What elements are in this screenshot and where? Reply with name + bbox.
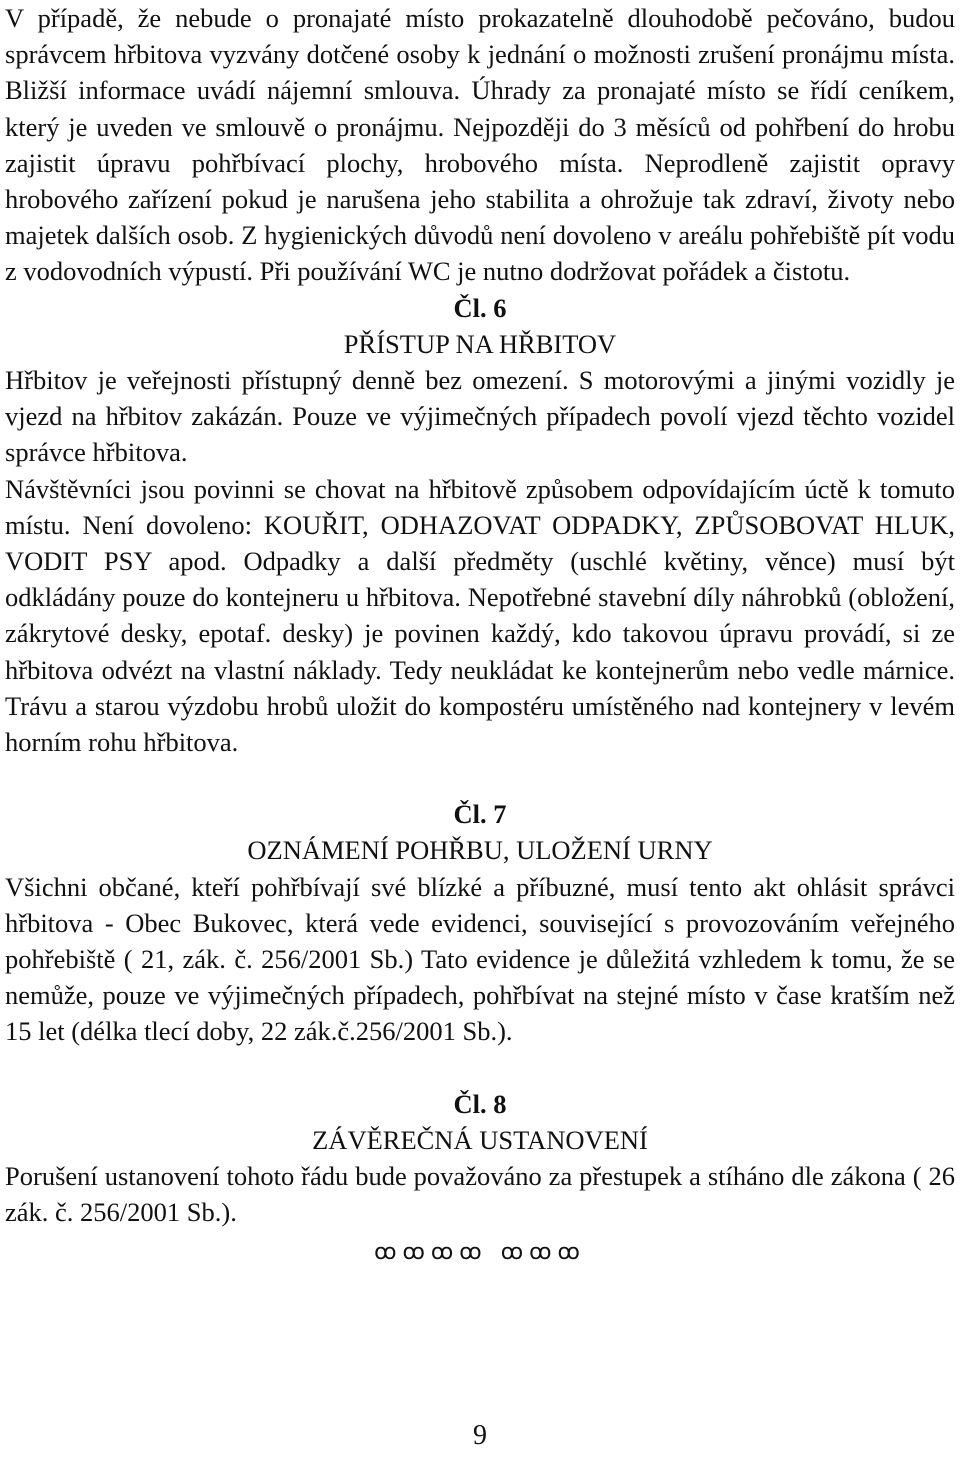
article-6-title: PŘÍSTUP NA HŘBITOV <box>343 328 617 359</box>
article-8-title: ZÁVĚREČNÁ USTANOVENÍ <box>312 1124 648 1155</box>
paragraph-rental-care: V případě, že nebude o pronajaté místo prokazatelně dlouhodobě pečováno, budou správcem hřbitova vyzvány dotčené osoby k jednání o možnosti zrušení pronájmu místa. Bližší informace uvádí nájemní smlouva. Úhrady za pronajaté místo se řídí ceníkem, který je uveden ve smlouvě o pronájmu. Nejpozději do 3 měsíců od pohřbení do hrobu zajistit úpravu pohřbívací plochy, hrobového místa. Neprodleně zajistit opravy hrobového zařízení pokud je narušena jeho stabilita a ohrožuje tak zdraví, životy nebo majetek dalších osob. Z hygienických důvodů není dovoleno v areálu pohřebiště pít vodu z vodovodních výpustí. Při používání WC je nutno dodržovat pořádek a čistotu. <box>5 3 955 287</box>
ornament-divider: ꝏꝏꝏꝏ ꝏꝏꝏ <box>374 1239 586 1265</box>
article-6-paragraph-behaviour: Návštěvníci jsou povinni se chovat na hřbitově způsobem odpovídajícím úctě k tomuto místu. Není dovoleno: KOUŘIT, ODHAZOVAT ODPADKY, ZPŮSOBOVAT HLUK, VODIT PSY apod. Odpadky a další předměty (uschlé květiny, věnce) musí být odkládány pouze do kontejneru u hřbitova. Nepotřebné stavební díly náhrobků (obložení, zákrytové desky, epotaf. desky) je povinen každý, kdo takovou úpravu provádí, si ze hřbitova odvézt na vlastní náklady. Tedy neukládat ke kontejnerům nebo vedle márnice. Trávu a starou výzdobu hrobů uložit do kompostéru umístěného nad kontejnery v levém horním rohu hřbitova. <box>5 473 955 758</box>
page-number: 9 <box>473 1420 487 1451</box>
article-6-number: Čl. 6 <box>453 292 507 323</box>
article-7-paragraph-burial-notice: Všichni občané, kteří pohřbívají své blízké a příbuzné, musí tento akt ohlásit správci hřbitova - Obec Bukovec, která vede evidenci, související s provozováním veřejného pohřebiště ( 21, zák. č. 256/2001 Sb.) Tato evidence je důležitá vzhledem k tomu, že se nemůže, pouze ve výjimečných případech, pohřbívat na stejné místo v čase kratším než 15 let (délka tlecí doby, 22 zák.č.256/2001 Sb.). <box>5 871 955 1047</box>
spacer <box>5 760 955 796</box>
article-8-number: Čl. 8 <box>453 1088 507 1119</box>
article-6-paragraph-access: Hřbitov je veřejnosti přístupný denně bez omezení. S motorovými a jinými vozidly je vjezd na hřbitov zakázán. Pouze ve výjimečných případech povolí vjezd těchto vozidel správce hřbitova. <box>5 365 955 468</box>
document-page <box>5 0 955 1271</box>
article-8-paragraph-final: Porušení ustanovení tohoto řádu bude považováno za přestupek a stíháno dle zákona ( 26 zák. č. 256/2001 Sb.). <box>5 1161 955 1228</box>
spacer <box>5 1050 955 1086</box>
article-7-number: Čl. 7 <box>453 799 507 830</box>
article-7-title: OZNÁMENÍ POHŘBU, ULOŽENÍ URNY <box>247 835 713 866</box>
